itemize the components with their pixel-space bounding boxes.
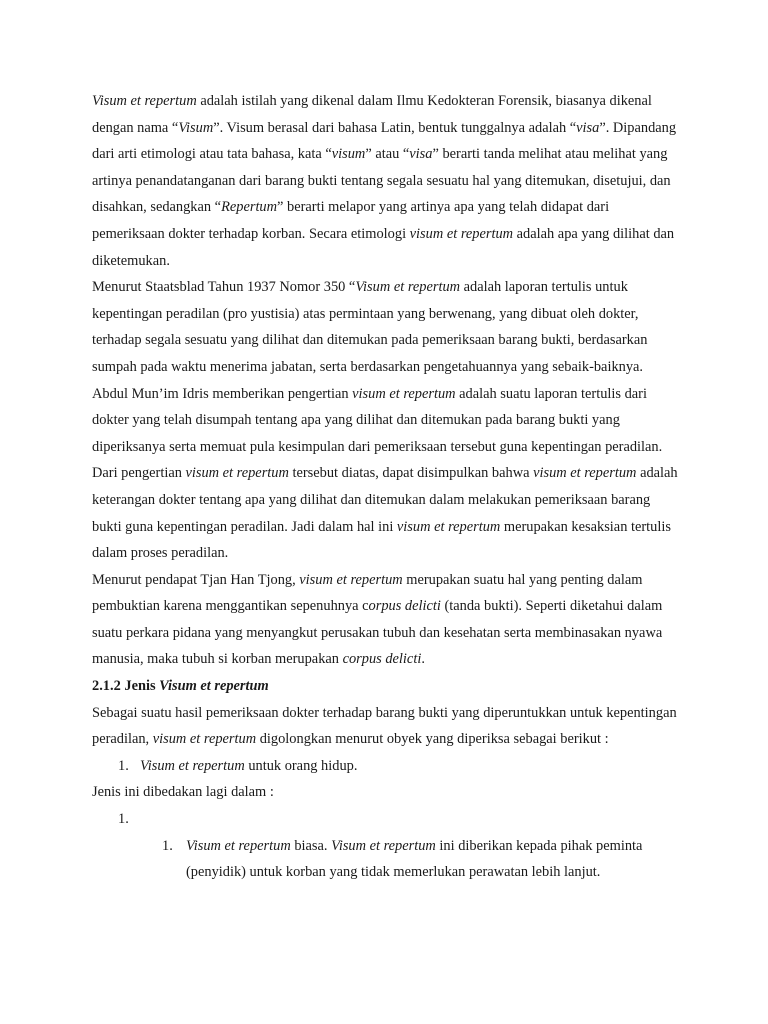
list-item-level1: [92, 753, 682, 780]
italic-text: visum et repertum: [185, 465, 289, 482]
text-run: biasa.: [290, 837, 332, 854]
italic-text: Visum et repertum: [140, 757, 245, 774]
document-body: [92, 88, 682, 886]
text-run: adalah suatu laporan tertulis dari dokter yang telah disumpah tentang apa yang dilihat dan ditemukan pada barang bukti yang diperiksanya serta memuat pula kesimpulan dari pemeriksaan tersebut guna kepentingan peradilan.: [92, 385, 663, 455]
italic-text: visum: [331, 146, 366, 163]
paragraph-jenis: Jenis ini dibedakan lagi dalam :: [92, 784, 274, 801]
italic-text: visum et repertum: [396, 518, 501, 535]
text-run: ” berarti melapor yang artinya apa yang telah didapat dari pemeriksaan dokter terhadap korban. Secara etimologi: [92, 199, 610, 242]
text-run: adalah apa yang dilihat dan diketemukan.: [92, 225, 675, 269]
text-run: Menurut Staatsblad Tahun 1937 Nomor 350 “: [92, 279, 356, 296]
section-heading: [92, 673, 682, 700]
text-run: digolongkan menurut obyek yang diperiksa sebagai berikut :: [256, 731, 609, 748]
text-run: ” atau “: [365, 146, 410, 163]
list-item-level3: [92, 833, 682, 886]
text-run: ini diberikan kepada pihak peminta (penyidik) untuk korban yang tidak memerlukan perawatan lebih lanjut.: [186, 837, 643, 881]
italic-text: visa: [409, 146, 433, 163]
paragraph-staatsblad: [92, 274, 682, 380]
text-run: (tanda bukti). Seperti diketahui dalam suatu perkara pidana yang menyangkut perusakan tubuh dan kesehatan serta membinasakan nyawa manusia, maka tubuh si korban merupakan: [92, 598, 663, 668]
text-run: merupakan kesaksian tertulis dalam proses peradilan.: [92, 518, 671, 562]
section-heading-number: 2.1.2 Jenis: [92, 678, 160, 695]
section-heading-title: Visum et repertum: [159, 678, 269, 695]
text-run: adalah keterangan dokter tentang apa yang dilihat dan ditemukan dalam melakukan pemeriksaan barang bukti guna kepentingan peradilan. Jadi dalam hal ini: [92, 465, 678, 535]
text-run: adalah laporan tertulis untuk kepentingan peradilan (pro yustisia) atas permintaan yang berwenang, yang dibuat oleh dokter, terhadap segala sesuatu yang dilihat dan ditemukan pada pemeriksaan barang bukti, berdasarkan sumpah pada waktu menerima jabatan, serta berdasarkan pengetahuannya yang sebaik-baiknya.: [92, 279, 648, 375]
paragraph-intro: [92, 700, 682, 753]
italic-text: visum et repertum: [533, 465, 637, 482]
italic-text: corpus delicti: [342, 651, 422, 668]
italic-text: visum et repertum: [299, 571, 403, 588]
italic-text: Visum et repertum: [355, 279, 461, 296]
text-run: Sebagai suatu hasil pemeriksaan dokter terhadap barang bukti yang diperuntukkan untuk kepentingan peradilan,: [92, 704, 677, 748]
italic-text: Visum et repertum: [92, 93, 197, 109]
text-run: merupakan suatu hal yang penting dalam pembuktian karena menggantikan sepenuhnya c: [92, 571, 643, 615]
list-item-text: [186, 833, 656, 886]
list-number: 1.: [118, 757, 129, 774]
italic-text: visa: [576, 119, 600, 136]
text-run: Dari pengertian: [92, 465, 186, 482]
paragraph-tjan-han-tjong: [92, 567, 682, 673]
paragraph-conclusion: [92, 460, 682, 566]
text-run: untuk orang hidup.: [244, 757, 358, 774]
text-run: ” berarti tanda melihat atau melihat yang artinya penandatanganan dari barang bukti tentang segala sesuatu hal yang ditemukan, disetujui, dan disahkan, sedangkan “: [92, 146, 671, 216]
list-item-level2: [92, 806, 682, 833]
text-run: ”. Dipandang dari arti etimologi atau tata bahasa, kata “: [92, 119, 677, 163]
text-run: Abdul Mun’im Idris memberikan pengertian: [92, 385, 353, 402]
paragraph-definition: [92, 88, 682, 274]
italic-text: Visum et repertum: [331, 837, 436, 854]
italic-text: Visum et repertum: [186, 837, 291, 854]
list-number: 1.: [162, 837, 173, 854]
italic-text: visum et repertum: [409, 225, 514, 242]
text-run: adalah istilah yang dikenal dalam Ilmu Kedokteran Forensik, biasanya dikenal dengan nama “: [92, 93, 652, 136]
italic-text: Visum: [178, 119, 214, 136]
italic-text: orpus delicti: [368, 598, 441, 615]
text-run: Menurut pendapat Tjan Han Tjong,: [92, 571, 300, 588]
text-run: ”. Visum berasal dari bahasa Latin, bentuk tunggalnya adalah “: [213, 119, 577, 136]
italic-text: visum et repertum: [352, 385, 456, 402]
italic-text: Repertum: [221, 199, 278, 216]
italic-text: visum et repertum: [152, 731, 257, 748]
text-run: .: [421, 651, 425, 668]
list-number: 1.: [118, 811, 129, 828]
list-item-text: [140, 753, 682, 780]
paragraph-abdul-munim: [92, 381, 682, 461]
text-run: tersebut diatas, dapat disimpulkan bahwa: [288, 465, 534, 482]
